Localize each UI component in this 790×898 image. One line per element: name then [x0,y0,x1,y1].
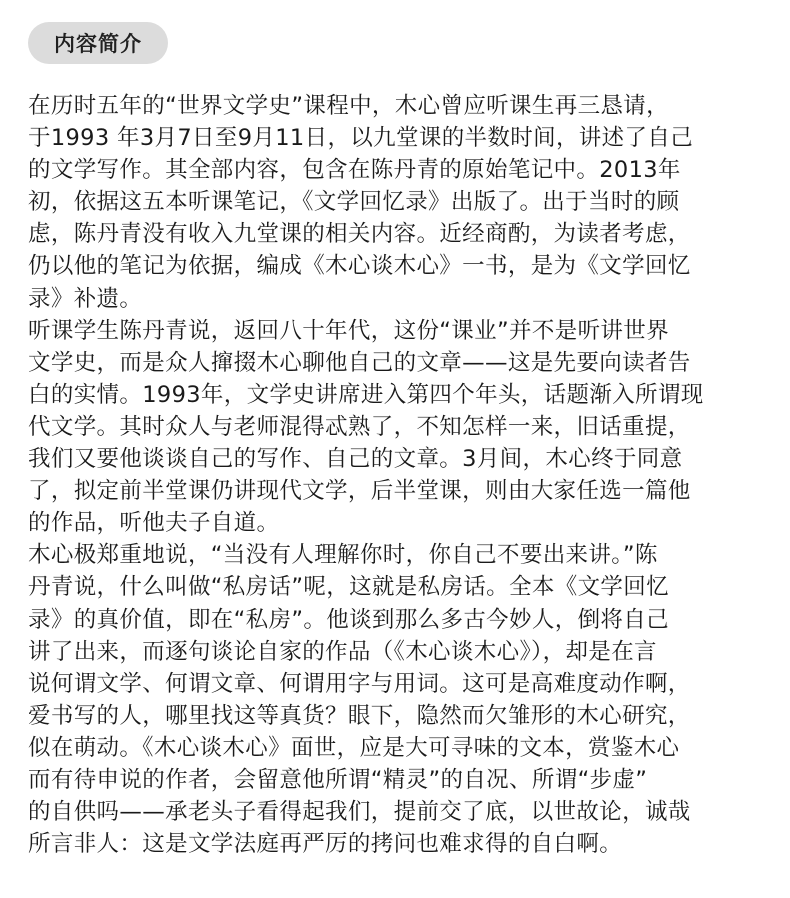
text-line: 文学史，而是众人撺掇木心聊他自己的文章——这是先要向读者告 [28,349,691,376]
text-line: 代文学。其时众人与老师混得忒熟了，不知怎样一来，旧话重提， [28,413,691,440]
text-line: 录》的真价值，即在“私房”。他谈到那么多古今妙人，倒将自己 [28,606,669,633]
text-line: 的文学写作。其全部内容，包含在陈丹青的原始笔记中。2013年 [28,157,681,184]
text-line: 爱书写的人，哪里找这等真货？眼下，隐然而欠雏形的木心研究， [28,702,691,729]
text-line: 说何谓文学、何谓文章、何谓用字与用词。这可是高难度动作啊， [28,670,691,697]
text-line: 在历时五年的“世界文学史”课程中，木心曾应听课生再三恳请， [28,93,669,119]
text-line: 而有待申说的作者，会留意他所谓“精灵”的自况、所谓“步虚” [28,766,648,793]
text-line: 白的实情。1993年，文学史讲席进入第四个年头，话题渐入所谓现 [28,381,704,408]
text-line: 仍以他的笔记为依据，编成《木心谈木心》一书，是为《文学回忆 [28,253,691,280]
text-line: 丹青说，什么叫做“私房话”呢，这就是私房话。全本《文学回忆 [28,574,669,601]
description-text [28,90,763,860]
section-title: 内容简介 [54,32,142,56]
text-line: 的自供吗——承老头子看得起我们，提前交了底，以世故论，诚哉 [28,799,691,826]
text-line: 初，依据这五本听课笔记，《文学回忆录》出版了。出于当时的顾 [28,189,680,216]
text-line: 我们又要他谈谈自己的写作、自己的文章。3月间，木心终于同意 [28,446,683,473]
text-line: 虑，陈丹青没有收入九堂课的相关内容。近经商酌，为读者考虑， [28,221,691,248]
text-line: 了，拟定前半堂课仍讲现代文学，后半堂课，则由大家任选一篇他 [28,478,691,505]
text-line: 于1993 年3月7日至9月11日，以九堂课的半数时间，讲述了自己 [28,125,694,152]
text-line: 录》补遗。 [28,285,143,312]
text-line: 讲了出来，而逐句谈论自家的作品（《木心谈木心》），却是在言 [28,638,657,665]
text-line: 所言非人：这是文学法庭再严厉的拷问也难求得的自白啊。 [28,831,623,858]
text-line: 木心极郑重地说，“当没有人理解你时，你自己不要出来讲。”陈 [28,542,658,569]
text-line: 的作品，听他夫子自道。 [28,510,280,537]
text-line: 听课学生陈丹青说，返回八十年代，这份“课业”并不是听讲世界 [28,317,669,344]
text-line: 似在萌动。《木心谈木心》面世，应是大可寻味的文本，赏鉴木心 [28,734,680,761]
section-title-badge [28,22,168,64]
